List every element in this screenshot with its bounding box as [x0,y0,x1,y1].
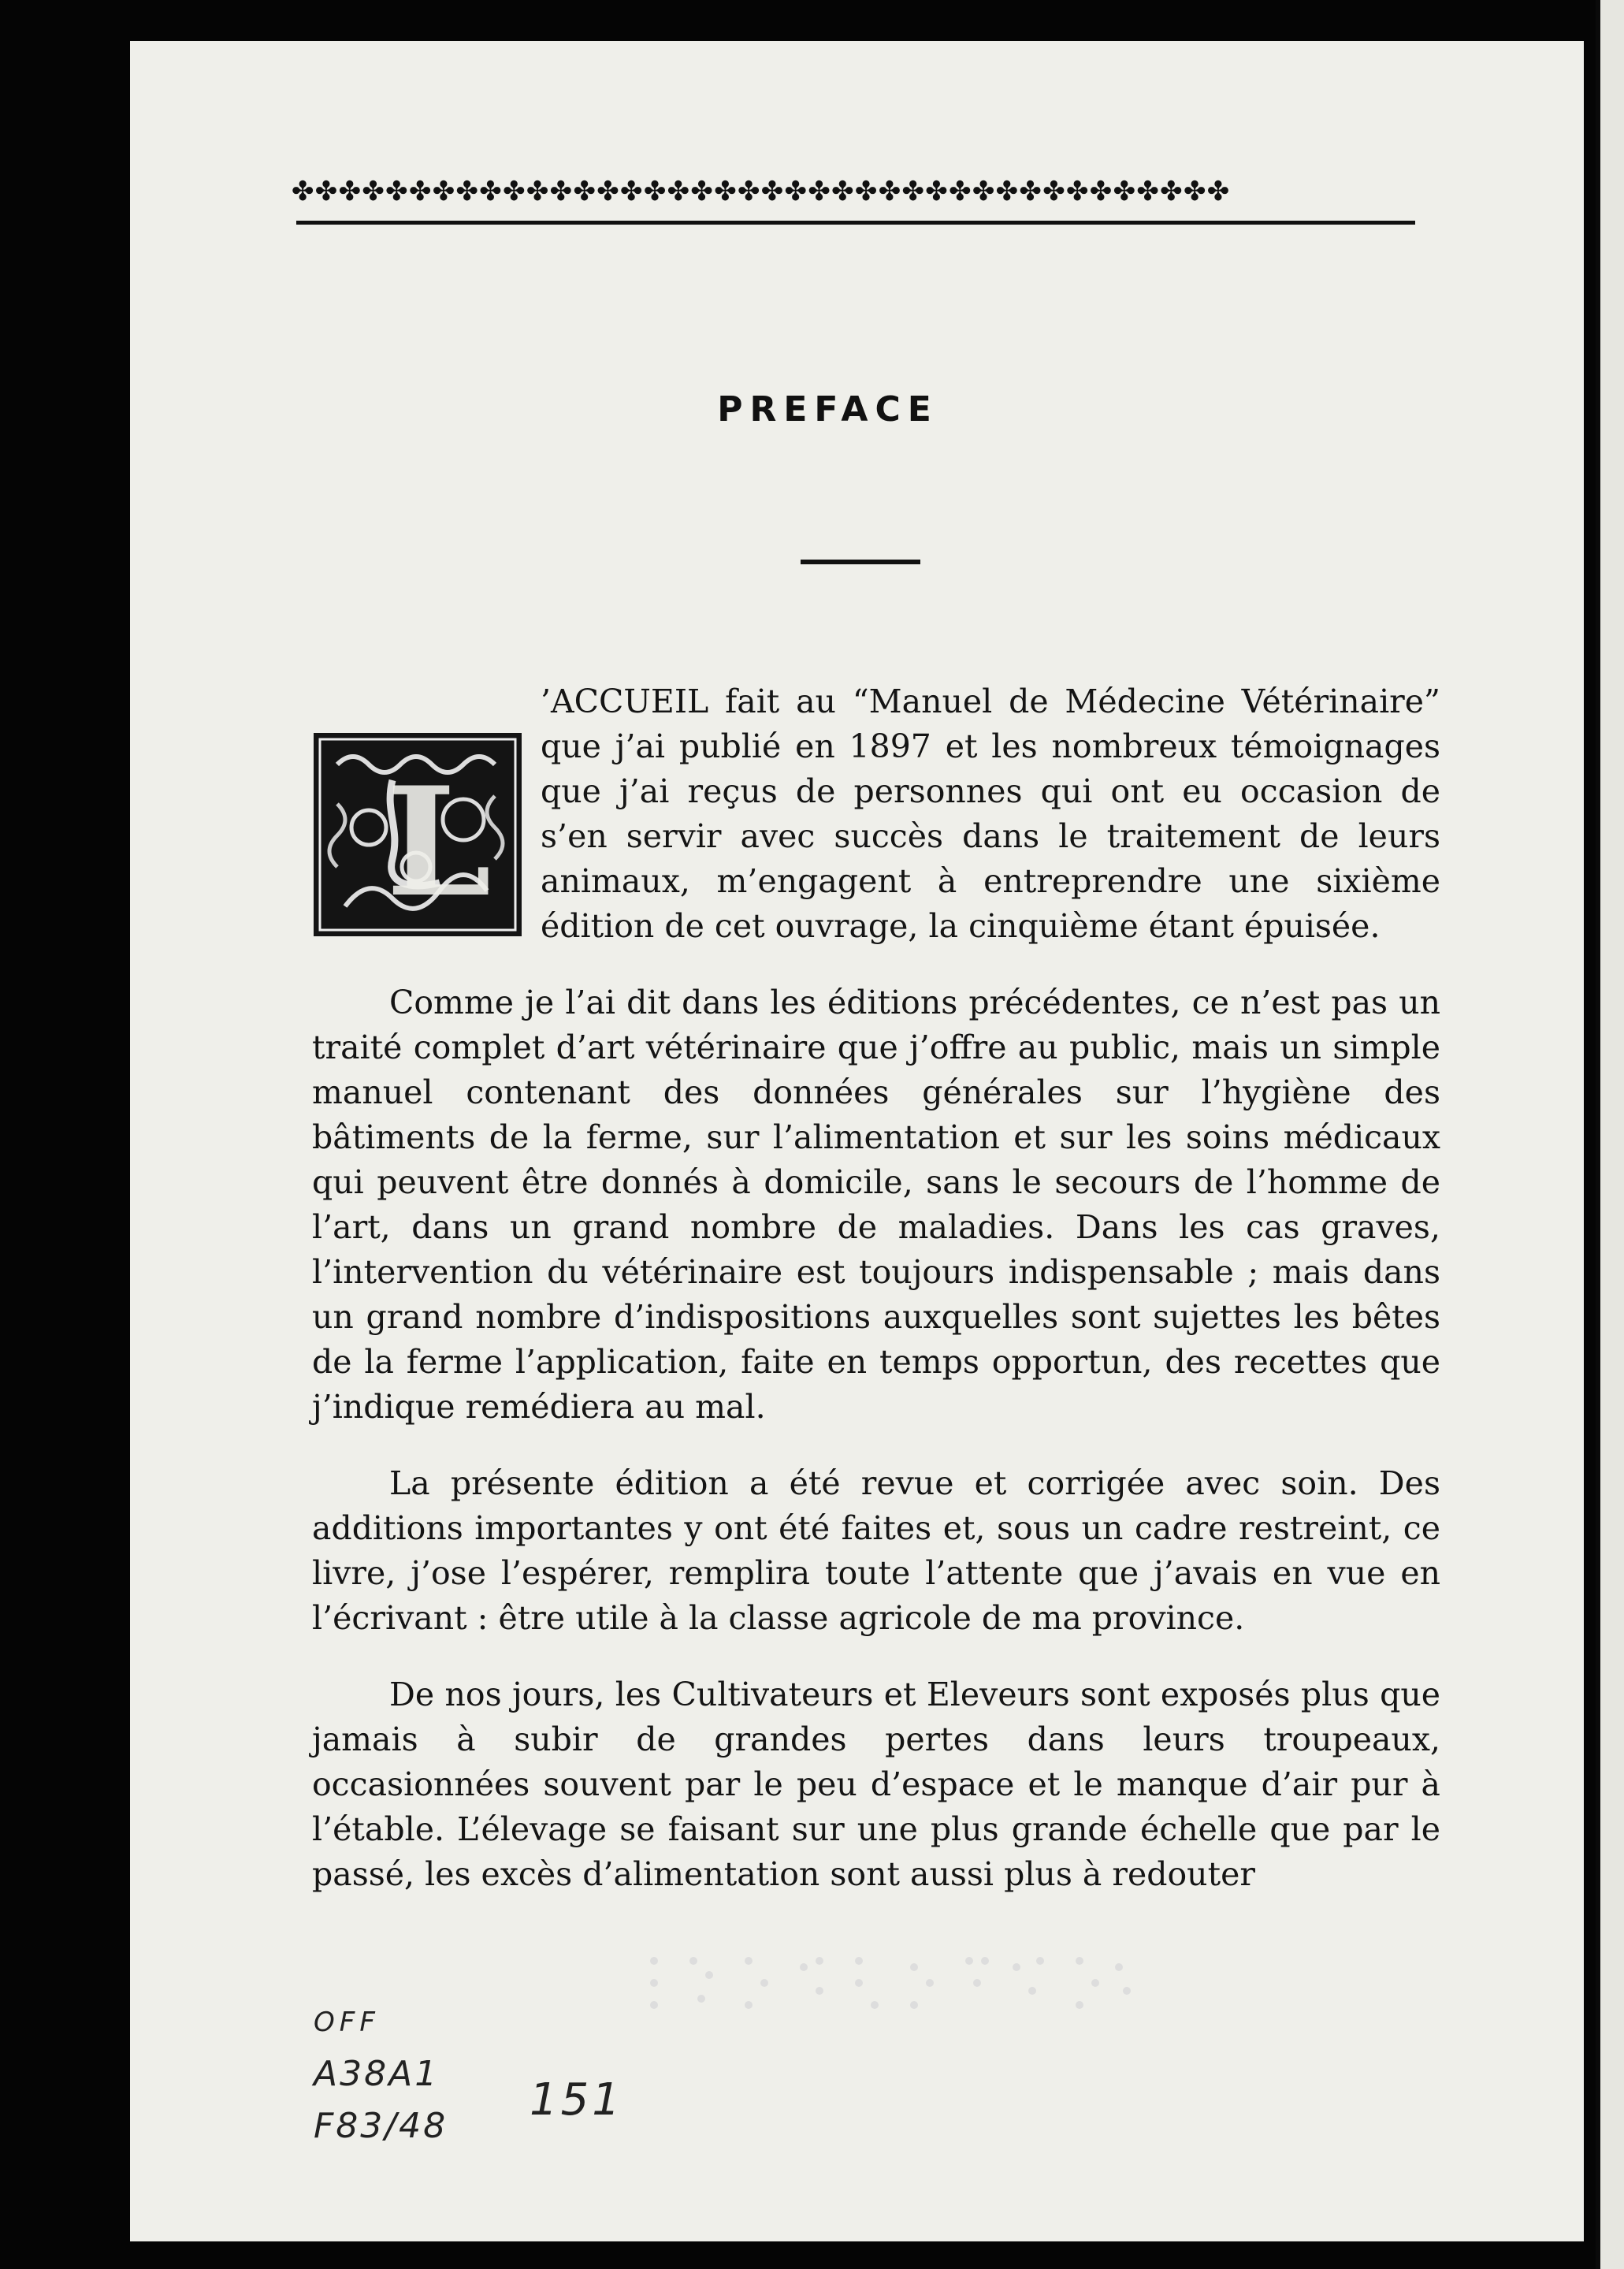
adjacent-page-edge [1596,0,1624,2269]
ornament-border: ✤✤✤✤✤✤✤✤✤✤✤✤✤✤✤✤✤✤✤✤✤✤✤✤✤✤✤✤✤✤✤✤✤✤✤✤✤✤✤✤ [292,178,1231,205]
svg-text:L: L [386,754,492,930]
perforated-stamp [646,1951,1135,2014]
paragraph-4: De nos jours, les Cultivateurs et Eleveurs sont exposés plus que jamais à subir de grandes pertes dans leurs troupeaux, occasionnées souvent par le peu d’espace et le manque d’air pur à l’étable. L’élevage se faisant sur une plus grande échelle que par le passé, les excès d’alimentation sont aussi plus à redouter [312,1676,1440,1893]
paragraph-1: ’ACCUEIL fait au “Manuel de Médecine Vétérinaire” que j’ai publié en 1897 et les nombreux témoignages que j’ai reçus de personnes qui ont eu occasion de s’en servir avec succès dans le traitement de leurs animaux, m’engagent à entreprendre une sixième édition de cet ouvrage, la cinquième étant épuisée. [541,683,1440,945]
page-title: PREFACE [717,389,938,430]
handwritten-mark: 151 [530,2074,623,2126]
paragraph-3: La présente édition a été revue et corrigée avec soin. Des additions importantes y ont été faites et, sous un cadre restreint, ce livre, j’ose l’espérer, remplira toute l’attente que j’avais en vue en l’écrivant : être utile à la classe agricole de ma province. [312,1464,1440,1637]
handwritten-note-2: A38A1 [314,2054,440,2094]
body-text [312,679,1440,1929]
header-rule [296,221,1415,225]
handwritten-note-1: OFF [314,2007,380,2038]
paragraph-2: Comme je l’ai dit dans les éditions précédentes, ce n’est pas un traité complet d’art vétérinaire que j’offre au public, mais un simple manuel contenant des données générales sur l’hygiène des bâtiments de la ferme, sur l’alimentation et sur les soins médicaux qui peuvent être donnés à domicile, sans le secours de l’homme de l’art, dans un grand nombre de maladies. Dans les cas graves, l’intervention du vétérinaire est toujours indispensable ; mais dans un grand nombre d’indispositions auxquelles sont sujettes les bêtes de la ferme l’application, faite en temps opportun, des recettes que j’indique remédiera au mal. [312,984,1440,1426]
handwritten-note-3: F83/48 [314,2106,448,2146]
title-underline [801,560,920,564]
